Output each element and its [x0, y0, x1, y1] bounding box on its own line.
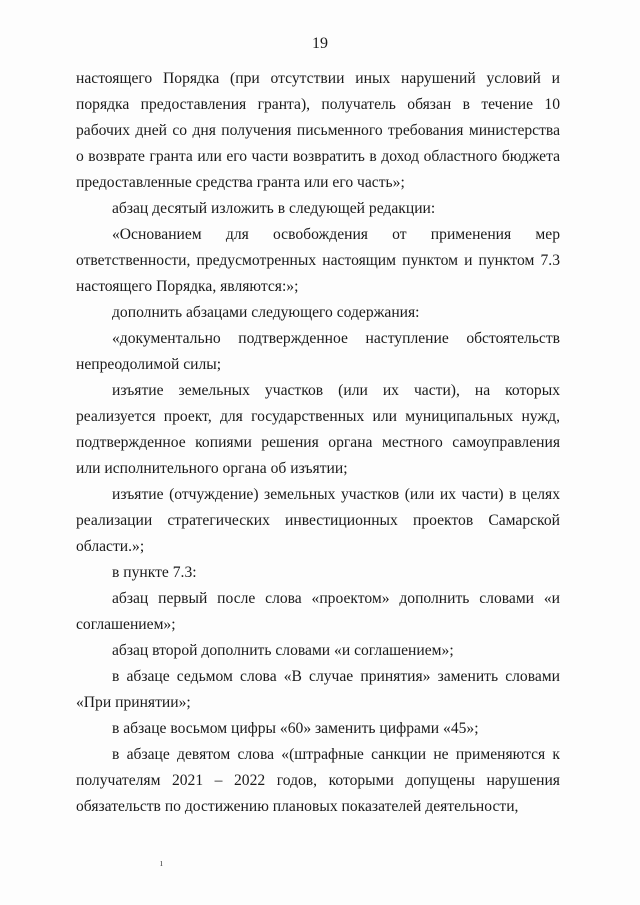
paragraph-13: в абзаце девятом слова «(штрафные санкции не применяются к получателям 2021 – 2022 годов, которыми допущены нарушения обязательств по достижению плановых показателей деятельности,	[76, 746, 560, 815]
paragraph-11: в абзаце седьмом слова «В случае принятия» заменить словами «При принятии»;	[76, 668, 560, 711]
paragraph-7: изъятие (отчуждение) земельных участков (или их части) в целях реализации стратегических инвестиционных проектов Самарской области.»;	[76, 486, 560, 555]
paragraph-2: абзац десятый изложить в следующей редакции:	[112, 200, 436, 217]
paragraph-1: настоящего Порядка (при отсутствии иных нарушений условий и порядка предоставления гранта), получатель обязан в течение 10 рабочих дней со дня получения письменного требования министерства о возврате гранта или его части возвратить в доход областного бюджета предоставленные средства гранта или его часть»;	[76, 70, 560, 191]
paragraph-8: в пункте 7.3:	[112, 564, 197, 581]
paragraph-9: абзац первый после слова «проектом» дополнить словами «и соглашением»;	[76, 590, 560, 633]
document-body	[76, 66, 560, 820]
paragraph-4: дополнить абзацами следующего содержания:	[112, 304, 420, 321]
paragraph-3: «Основанием для освобождения от применения мер ответственности, предусмотренных настоящим пунктом и пунктом 7.3 настоящего Порядка, являются:»;	[76, 226, 560, 295]
paragraph-5: «документально подтвержденное наступление обстоятельств непреодолимой силы;	[76, 330, 560, 373]
paragraph-6: изъятие земельных участков (или их части), на которых реализуется проект, для государственных или муниципальных нужд, подтвержденное копиями решения органа местного самоуправления или исполнительного органа об изъятии;	[76, 382, 560, 477]
scan-artifact-mark: ı	[160, 858, 163, 869]
paragraph-12: в абзаце восьмом цифры «60» заменить цифрами «45»;	[112, 720, 479, 737]
paragraph-10: абзац второй дополнить словами «и соглашением»;	[112, 642, 454, 659]
page-number: 19	[312, 35, 328, 52]
